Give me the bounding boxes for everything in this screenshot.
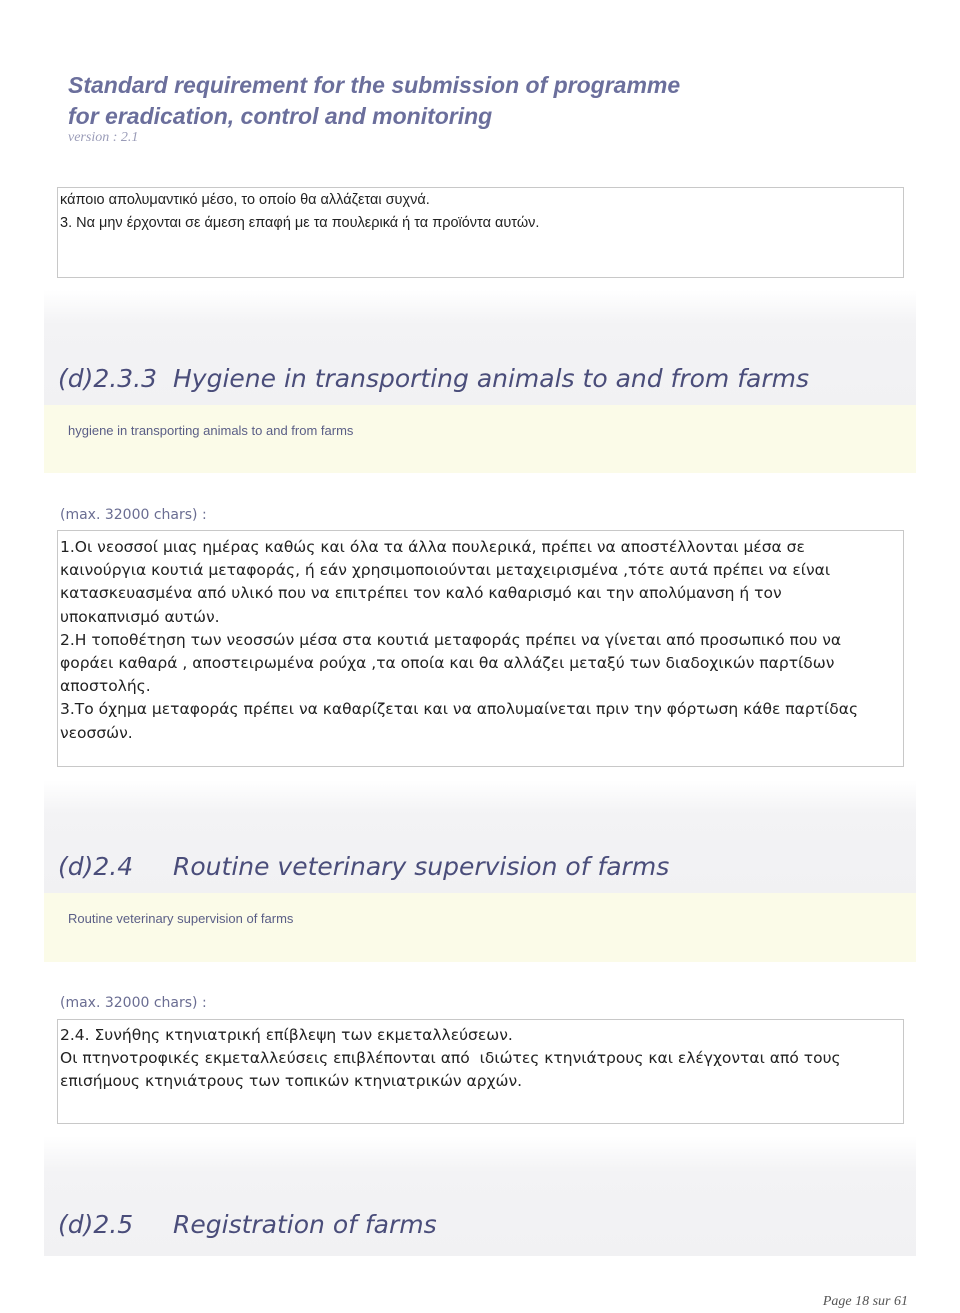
section-title: Hygiene in transporting animals to and from farms xyxy=(173,364,809,393)
document-title-line-2: for eradication, control and monitoring xyxy=(68,103,493,129)
guidance-band xyxy=(44,405,916,473)
guidance-text: hygiene in transporting animals to and from farms xyxy=(68,423,354,438)
max-chars-label: (max. 32000 chars) : xyxy=(60,507,207,523)
section-number: (d)2.5 xyxy=(58,1210,134,1239)
section-number: (d)2.4 xyxy=(58,852,134,881)
answer-box-continued[interactable] xyxy=(57,187,904,278)
answer-box[interactable] xyxy=(57,1019,904,1124)
section-number: (d)2.3.3 xyxy=(58,364,157,393)
document-version: version : 2.1 xyxy=(68,130,139,145)
page-number: Page 18 sur 61 xyxy=(822,1294,908,1309)
max-chars-label: (max. 32000 chars) : xyxy=(60,995,207,1011)
section-title: Registration of farms xyxy=(173,1210,437,1239)
guidance-text: Routine veterinary supervision of farms xyxy=(68,911,294,926)
answer-text: 1.Οι νεοσσοί μιας ημέρας καθώς και όλα τα άλλα πουλερικά, πρέπει να αποστέλλονται μέσα σε καινούργια κουτιά μεταφοράς, ή εάν χρησιμοποιούνται μεταχειρισμένα ,τότε αυτά πρέπει να είναι κατασκευασμένα από υλικό που να επιτρέπει τον καλό καθαρισμό και την απολύμανση ή τον υποκαπνισμό αυτών. 2.Η τοποθέτηση των νεοσσών μέσα στα κουτιά μεταφοράς πρέπει να γίνεται από προσωπικό που να φοράει καθαρά , αποστειρωμένα ρούχα ,τα οποία και θα αλλάζει μεταξύ των διαδοχικών παρτίδων αποστολής. 3.Το όχημα μεταφοράς πρέπει να καθαρίζεται και να απολυμαίνεται πριν την φόρτωση κάθε παρτίδας νεοσσών. xyxy=(60,538,859,742)
answer-text: 2.4. Συνήθης κτηνιατρική επίβλεψη των εκμεταλλεύσεων. Οι πτηνοτροφικές εκμεταλλεύσεις επιβλέπονται από ιδιώτες κτηνιάτρους και ελέγχονται από τους επισήμους κτηνιάτρους των τοπικών κτηνιατρικών αρχών. xyxy=(60,1026,841,1091)
section-title: Routine veterinary supervision of farms xyxy=(173,852,670,881)
answer-box[interactable] xyxy=(57,530,904,767)
document-title-line-1: Standard requirement for the submission of programme xyxy=(68,72,681,98)
answer-text-continued: κάποιο απολυμαντικό μέσο, το οποίο θα αλλάζεται συχνά. 3. Να μην έρχονται σε άμεση επαφή με τα πουλερικά ή τα προϊόντα αυτών. xyxy=(60,192,540,231)
guidance-band xyxy=(44,893,916,962)
